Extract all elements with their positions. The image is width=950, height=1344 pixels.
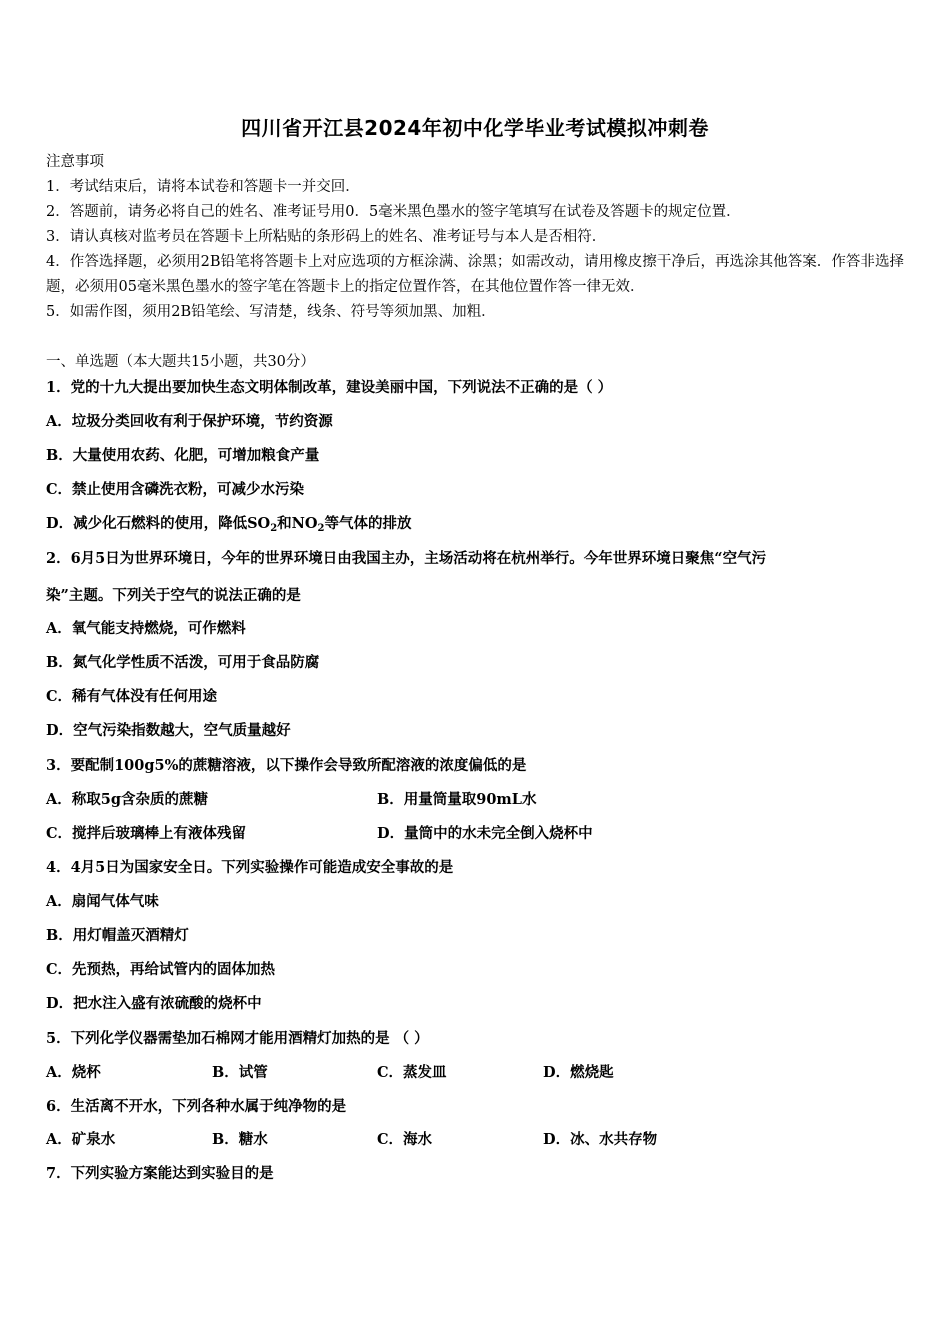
notes-heading: 注意事项 [46,154,104,170]
question-6-option-b: B．糖水 [212,1131,268,1148]
question-4-option-d: D．把水注入盛有浓硫酸的烧杯中 [46,995,262,1012]
question-2-stem-line-2: 染”主题。下列关于空气的说法正确的是 [46,587,301,604]
question-3-option-d: D．量筒中的水未完全倒入烧杯中 [377,825,593,842]
q1-d-sub2: 2 [317,523,325,534]
question-3-stem: 3．要配制100g5%的蔗糖溶液，以下操作会导致所配溶液的浓度偏低的是 [46,757,527,774]
question-6-stem: 6．生活离不开水，下列各种水属于纯净物的是 [46,1098,347,1115]
question-1-option-c: C．禁止使用含磷洗衣粉，可减少水污染 [46,481,305,498]
question-4-option-c: C．先预热，再给试管内的固体加热 [46,961,276,978]
question-1-option-b: B．大量使用农药、化肥，可增加粮食产量 [46,447,320,464]
notes-item-5: 5．如需作图，须用2B铅笔绘、写清楚，线条、符号等须加黑、加粗． [46,304,496,320]
question-5-option-b: B．试管 [212,1064,268,1081]
question-5-stem: 5．下列化学仪器需垫加石棉网才能用酒精灯加热的是 （ ） [46,1030,429,1047]
q1-d-sub1: 2 [270,523,278,534]
question-3-option-a: A．称取5g含杂质的蔗糖 [46,791,208,808]
q1-d-post: 等气体的排放 [324,515,412,532]
question-5-option-c: C．蒸发皿 [377,1064,447,1081]
question-2-option-a: A．氧气能支持燃烧，可作燃料 [46,620,246,637]
question-2-stem-line-1: 2．6月5日为世界环境日，今年的世界环境日由我国主办，主场活动将在杭州举行。今年世界环境日聚焦“空气污 [46,550,767,567]
notes-item-4: 4．作答选择题，必须用2B铅笔将答题卡上对应选项的方框涂满、涂黑；如需改动，请用橡皮擦干净后，再选涂其他答案．作答非选择题，必须用05毫米黑色墨水的签字笔在答题卡上的指定位置作答，在其他位置作答一律无效． [46,254,904,295]
question-2-option-d: D．空气污染指数越大，空气质量越好 [46,722,291,739]
page-title: 四川省开江县2024年初中化学毕业考试模拟冲刺卷 [241,116,709,140]
notes-section [46,150,904,325]
question-1-option-d [46,512,412,534]
question-4-stem: 4．4月5日为国家安全日。下列实验操作可能造成安全事故的是 [46,859,454,876]
question-4-option-a: A．扇闻气体气味 [46,893,159,910]
notes-item-2: 2．答题前，请务必将自己的姓名、准考证号用0．5毫米黑色墨水的签字笔填写在试卷及答题卡的规定位置． [46,204,741,220]
notes-item-1: 1．考试结束后，请将本试卷和答题卡一并交回． [46,179,360,195]
q1-d-mid: 和NO [277,515,318,532]
question-1-stem: 1．党的十九大提出要加快生态文明体制改革，建设美丽中国，下列说法不正确的是（ ） [46,379,613,396]
question-6-option-a: A．矿泉水 [46,1131,116,1148]
question-1-option-a: A．垃圾分类回收有利于保护环境，节约资源 [46,413,333,430]
question-2-option-b: B．氮气化学性质不活泼，可用于食品防腐 [46,654,320,671]
q1-d-pre: D．减少化石燃料的使用，降低SO [46,515,271,532]
question-3-option-b: B．用量筒量取90mL水 [377,791,537,808]
section-heading: 一、单选题（本大题共15小题，共30分） [46,354,315,370]
question-4-option-b: B．用灯帽盖灭酒精灯 [46,927,189,944]
question-7-stem: 7．下列实验方案能达到实验目的是 [46,1165,274,1182]
notes-item-3: 3．请认真核对监考员在答题卡上所粘贴的条形码上的姓名、准考证号与本人是否相符． [46,229,607,245]
question-5-option-a: A．烧杯 [46,1064,101,1081]
question-2-option-c: C．稀有气体没有任何用途 [46,688,218,705]
question-5-option-d: D．燃烧匙 [543,1064,614,1081]
question-6-option-d: D．冰、水共存物 [543,1131,658,1148]
question-6-option-c: C．海水 [377,1131,433,1148]
question-3-option-c: C．搅拌后玻璃棒上有液体残留 [46,825,247,842]
